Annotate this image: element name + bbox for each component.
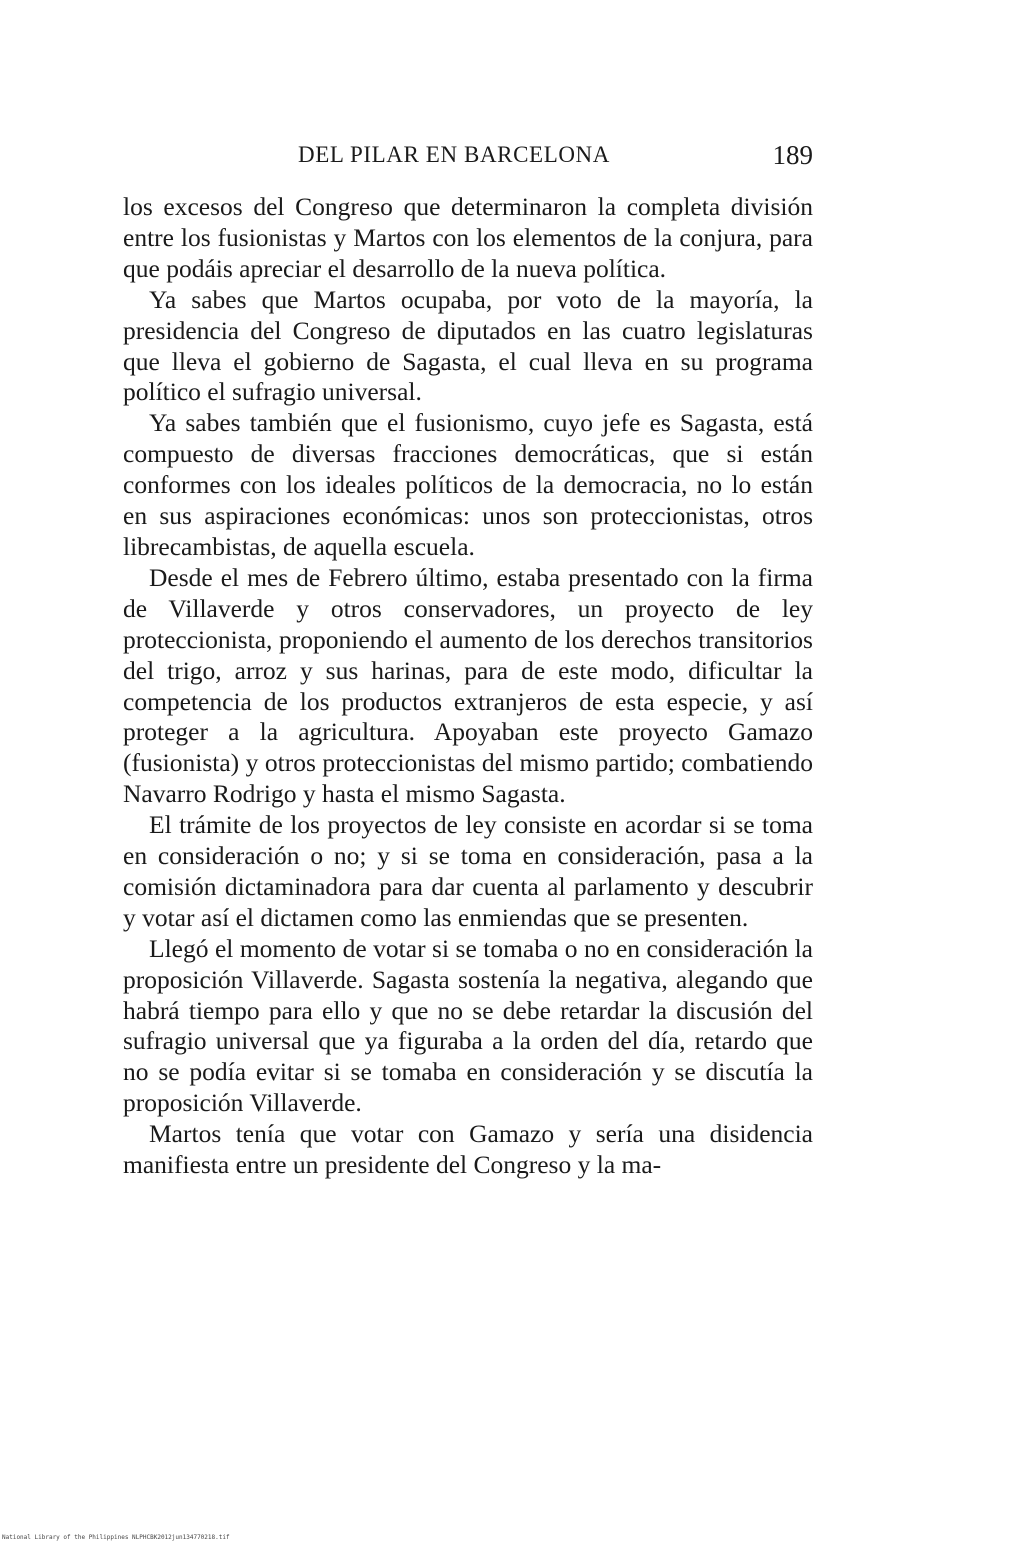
page-header — [123, 140, 813, 180]
scan-stamp: National Library of the Philippines NLPHCBK2012jun134770218.tif — [2, 1534, 230, 1541]
paragraph: Ya sabes que Martos ocupaba, por voto de la mayoría, la presidencia del Congreso de diputados en las cuatro legislaturas que lleva el gobierno de Sagasta, el cual lleva en su programa político el sufragio universal. — [123, 284, 813, 407]
paragraph: Desde el mes de Febrero último, estaba presentado con la firma de Villaverde y otros conservadores, un proyecto de ley proteccionista, proponiendo el aumento de los derechos transitorios del trigo, arroz y sus harinas, para de este modo, dificultar la competencia de los productos extranjeros de esta especie, y así proteger a la agricultura. Apoyaban este proyecto Gamazo (fusionista) y otros proteccionistas del mismo partido; combatiendo Navarro Rodrigo y hasta el mismo Sagasta. — [123, 562, 813, 809]
paragraph: Llegó el momento de votar si se tomaba o no en consideración la proposición Villaverde. Sagasta sostenía la negativa, alegando que habrá tiempo para ello y que no se debe retardar la discusión del sufragio universal que ya figuraba a la orden del día, retardo que no se podía evitar si se tomaba en consideración y se discutía la proposición Villaverde. — [123, 933, 813, 1118]
page-number: 189 — [772, 140, 813, 170]
running-title: DEL PILAR EN BARCELONA — [298, 142, 610, 167]
paragraph: los excesos del Congreso que determinaron la completa división entre los fusionistas y Martos con los elementos de la conjura, para que podáis apreciar el desarrollo de la nueva política. — [123, 192, 813, 283]
body-text — [123, 192, 813, 1181]
paragraph: Martos tenía que votar con Gamazo y sería una disidencia manifiesta entre un presidente del Congreso y la ma- — [123, 1119, 813, 1180]
paragraph: Ya sabes también que el fusionismo, cuyo jefe es Sagasta, está compuesto de diversas fracciones democráticas, que si están conformes con los ideales políticos de la democracia, no lo están en sus aspiraciones económicas: unos son proteccionistas, otros librecambistas, de aquella escuela. — [123, 408, 813, 561]
paragraph: El trámite de los proyectos de ley consiste en acordar si se toma en consideración o no; y si se toma en consideración, pasa a la comisión dictaminadora para dar cuenta al parlamento y descubrir y votar así el dictamen como las enmiendas que se presenten. — [123, 810, 813, 932]
